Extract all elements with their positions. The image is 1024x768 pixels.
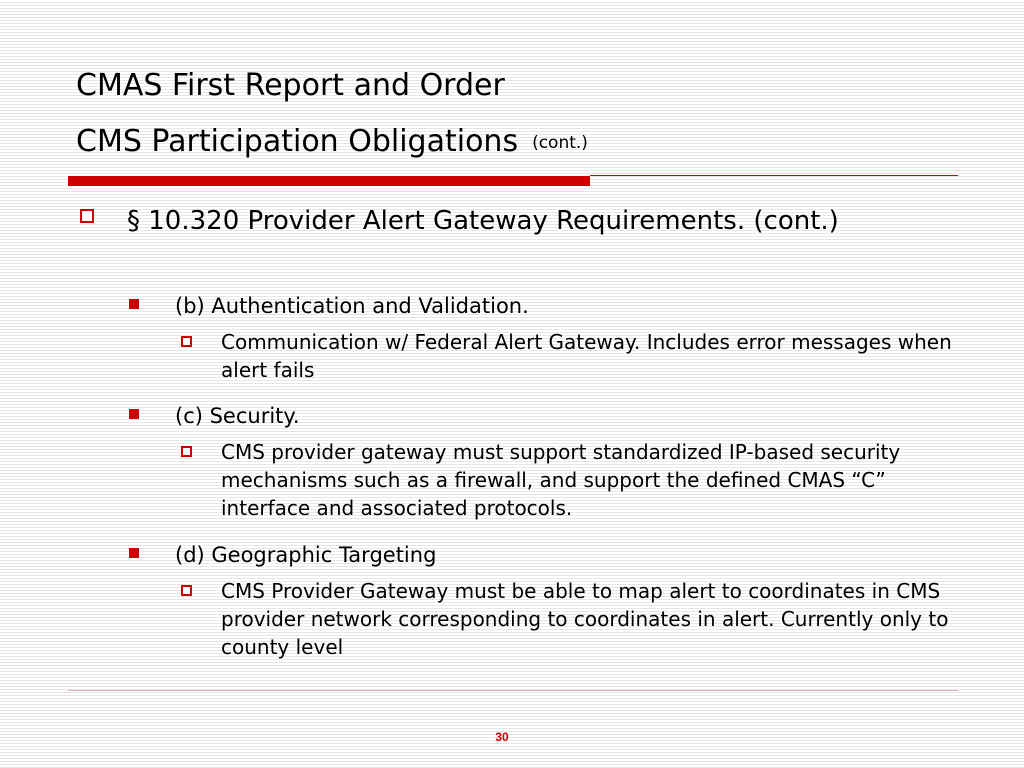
footer-divider [68, 690, 958, 691]
title-underline-thick [68, 176, 590, 186]
main-heading: § 10.320 Provider Alert Gateway Requirements. (cont.) [127, 206, 839, 236]
subtitle-cont-note: (cont.) [532, 133, 588, 153]
slide-subtitle-text: CMS Participation Obligations [76, 124, 519, 159]
filled-square-bullet-icon [129, 299, 139, 309]
hollow-square-bullet-icon [80, 209, 94, 223]
section-detail-geotargeting: CMS Provider Gateway must be able to map alert to coordinates in CMS provider network corresponding to coordinates in alert. Currently only to county level [221, 579, 949, 659]
section-detail-authentication: Communication w/ Federal Alert Gateway. Includes error messages when alert fails [221, 330, 952, 382]
filled-square-bullet-icon [129, 409, 139, 419]
section-label-geotargeting: (d) Geographic Targeting [175, 543, 437, 567]
section-label-security: (c) Security. [175, 404, 300, 428]
page-number: 30 [495, 730, 509, 744]
title-underline-thin [590, 175, 958, 176]
slide-title: CMAS First Report and Order [76, 68, 505, 103]
filled-square-bullet-icon [129, 548, 139, 558]
section-label-authentication: (b) Authentication and Validation. [175, 294, 529, 318]
hollow-square-bullet-icon [181, 585, 192, 596]
section-detail-security: CMS provider gateway must support standardized IP-based security mechanisms such as a firewall, and support the defined CMAS “C” interface and associated protocols. [221, 440, 901, 520]
hollow-square-bullet-icon [181, 336, 192, 347]
slide-subtitle [76, 124, 588, 161]
hollow-square-bullet-icon [181, 446, 192, 457]
